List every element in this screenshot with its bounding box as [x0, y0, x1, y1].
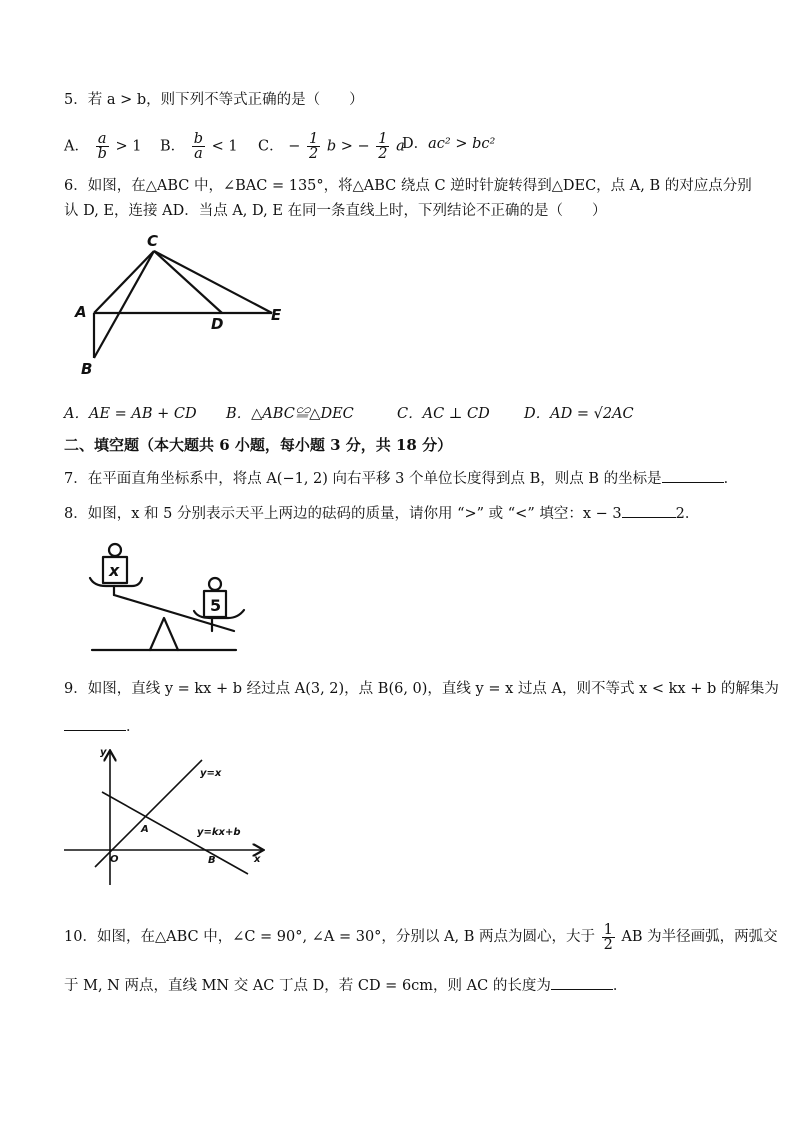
q8-balance-figure [84, 538, 254, 658]
q5-option-b-label: B． [160, 138, 186, 155]
point-b-label: B [208, 855, 216, 866]
label-b: B [81, 360, 93, 378]
weight-5-knob [209, 578, 221, 590]
q8-text: 8．如图，x 和 5 分别表示天平上两边的砝码的质量，请你用 “>” 或 “<” 填空：x − 3 [64, 506, 622, 522]
balance-fulcrum [150, 618, 178, 650]
q5-option-a-fraction: $\frac{a}{b}$ [97, 131, 107, 162]
line-1-label: y=x [200, 768, 222, 779]
q5-option-c[interactable] [258, 132, 405, 161]
q6-stem-line-2: 认 D, E，连接 AD．当点 A, D, E 在同一条直线上时，下列结论不正确的是（ ） [64, 203, 607, 219]
q5-option-d[interactable] [402, 134, 495, 154]
q5-option-c-label: C． [258, 138, 284, 155]
q10-text-line-2: 于 M, N 两点，直线 MN 交 AC 丁点 D，若 CD = 6cm，则 AC 的长度为 [64, 978, 551, 994]
q5-option-b-tail: < 1 [211, 138, 238, 155]
q6-option-d-pre: D．AD = √2 [524, 406, 613, 422]
q8-end: 2． [675, 506, 700, 522]
label-d: D [211, 315, 224, 333]
origin-label: O [110, 854, 119, 865]
q5-option-c-fraction-1: $\frac{1}{2}$ [308, 131, 319, 162]
q5-stem: 5．若 a > b，则下列不等式正确的是（ ） [64, 92, 364, 108]
q9-end: ． [126, 719, 141, 735]
q5-option-a-label: A． [64, 138, 89, 155]
section-2-title: 二、填空题（本大题共 6 小题，每小题 3 分，共 18 分） [64, 436, 453, 454]
q6-option-a[interactable]: A．AE = AB + CD [64, 406, 197, 422]
point-a-label: A [141, 824, 149, 835]
q7-text: 7．在平面直角坐标系中，将点 A(−1, 2) 向右平移 3 个单位长度得到点 B，则点 B 的坐标是 [64, 471, 662, 487]
q9-graph-figure [62, 742, 274, 890]
q10-stem-line-2 [64, 975, 627, 996]
y-axis-label: y [100, 747, 107, 758]
q9-answer-blank[interactable] [64, 716, 126, 731]
q6-option-b[interactable]: B．△ABC≌△DEC [226, 406, 354, 422]
q8-line [64, 503, 699, 524]
weight-5-label: 5 [210, 596, 222, 615]
q5-option-c-tail: a [396, 138, 405, 155]
q6-option-d-tail: AC [612, 406, 634, 422]
q8-answer-blank[interactable] [622, 503, 676, 518]
q10-stem-line-1 [64, 922, 778, 952]
label-a: A [75, 303, 87, 321]
q10-end: ． [612, 978, 628, 994]
label-e: E [271, 306, 282, 324]
q5-option-b-fraction: $\frac{b}{a}$ [193, 131, 204, 162]
q5-option-c-pre: − [288, 138, 301, 155]
weight-x-label: x [109, 561, 120, 580]
q5-option-b[interactable] [160, 132, 238, 161]
q5-option-d-expr: ac² > bc² [428, 136, 496, 152]
q9-stem-line-1: 9．如图，直线 y = kx + b 经过点 A(3, 2)，点 B(6, 0)，直线 y = x 过点 A，则不等式 x < kx + b 的解集为 [64, 681, 779, 697]
q10-text-post: AB 为半径画弧，两弧交 [621, 929, 778, 945]
q10-answer-blank[interactable] [551, 975, 613, 990]
q5-option-a-tail: > 1 [115, 138, 142, 155]
q6-stem-line-1: 6．如图，在△ABC 中，∠BAC = 135°，将△ABC 绕点 C 逆时针旋转得到△DEC，点 A, B 的对应点分别 [64, 178, 752, 194]
x-axis-label: x [254, 854, 261, 865]
q5-option-a[interactable] [64, 132, 141, 161]
q6-triangle-figure [64, 228, 304, 383]
weight-x-knob [109, 544, 121, 556]
q7-end: ． [723, 471, 739, 487]
q6-option-c[interactable]: C．AC ⊥ CD [397, 406, 490, 422]
q7-answer-blank[interactable] [662, 468, 724, 483]
q6-option-d[interactable] [524, 404, 634, 424]
label-c: C [147, 232, 159, 250]
q10-fraction: $\frac{1}{2}$ [603, 921, 613, 953]
q7-line [64, 468, 738, 489]
line-y-equals-x [95, 760, 202, 867]
q5-option-c-fraction-2: $\frac{1}{2}$ [378, 131, 388, 162]
q5-option-c-mid: b > − [326, 138, 370, 155]
q5-option-d-text: D． [402, 136, 429, 152]
q10-text-pre: 10．如图，在△ABC 中，∠C = 90°, ∠A = 30°，分别以 A, B 两点为圆心，大于 [64, 929, 595, 945]
q9-stem-line-2 [64, 716, 141, 737]
line-2-label: y=kx+b [197, 827, 241, 838]
